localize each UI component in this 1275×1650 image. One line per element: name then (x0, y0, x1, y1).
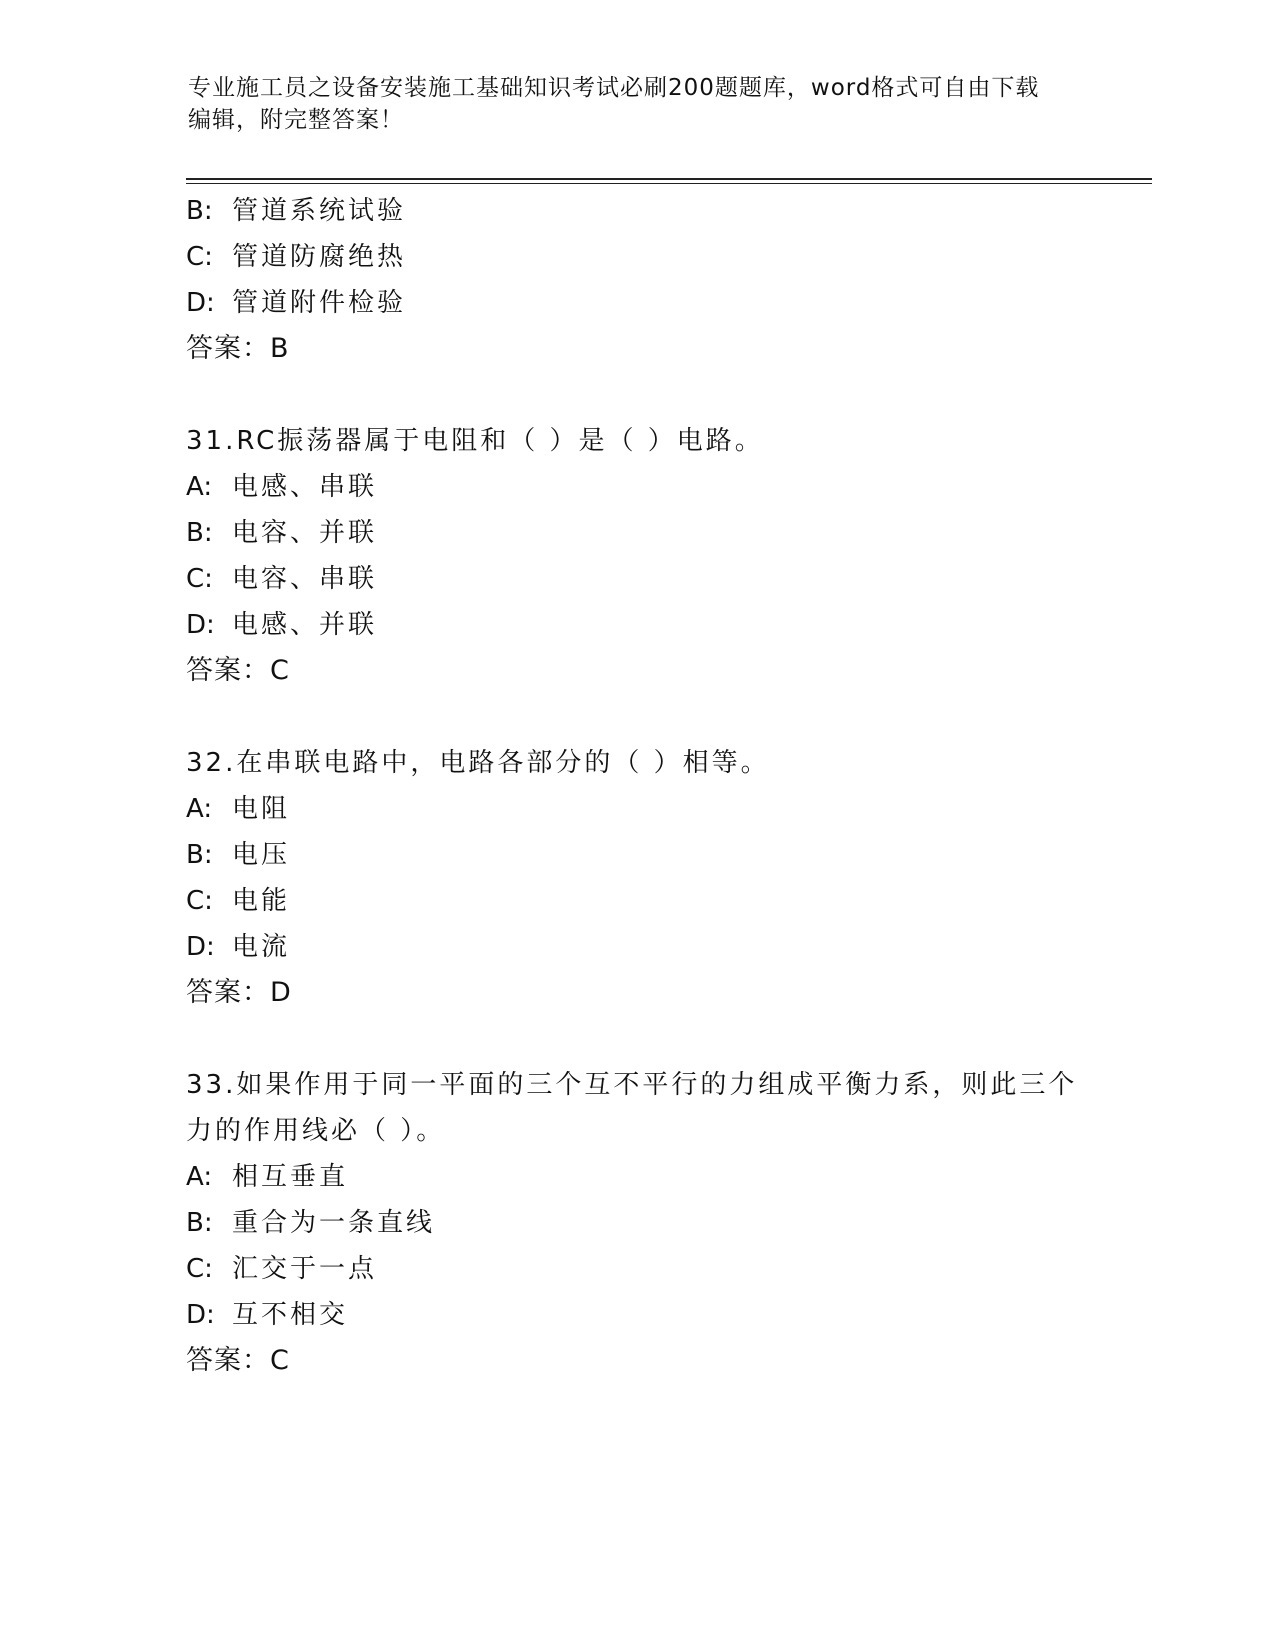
document-header (188, 72, 1078, 136)
answer: 答案：D (186, 977, 292, 1008)
option-letter: B: (186, 1208, 213, 1238)
option-text: 电能 (232, 886, 291, 916)
header-divider (186, 178, 1152, 180)
option-text: 相互垂直 (232, 1162, 349, 1192)
option-text: 互不相交 (232, 1300, 349, 1330)
answer: 答案：B (186, 333, 290, 364)
option-letter: B: (186, 196, 213, 226)
option-text: 管道系统试验 (232, 196, 407, 226)
question-31 (186, 418, 1136, 694)
question-list (186, 188, 1136, 1384)
option-a (186, 1154, 1136, 1200)
option-text: 电容、串联 (232, 564, 378, 594)
option-b (186, 1200, 1136, 1246)
option-text: 电压 (232, 840, 291, 870)
question-33 (186, 1062, 1136, 1384)
header-divider-thin (186, 183, 1152, 184)
option-c (186, 556, 1136, 602)
option-text: 电感、并联 (232, 610, 378, 640)
option-a (186, 464, 1136, 510)
option-text: 电阻 (232, 794, 291, 824)
answer: 答案：C (186, 1345, 290, 1376)
option-letter: A: (186, 472, 213, 502)
option-letter: C: (186, 564, 213, 594)
question-stem-line-1: 33.如果作用于同一平面的三个互不平行的力组成平衡力系，则此三个 (186, 1070, 1078, 1100)
option-letter: D: (186, 610, 215, 640)
answer: 答案：C (186, 655, 290, 686)
option-text: 电感、串联 (232, 472, 378, 502)
option-letter: A: (186, 1162, 213, 1192)
option-letter: A: (186, 794, 213, 824)
option-c (186, 878, 1136, 924)
option-letter: C: (186, 1254, 213, 1284)
option-b (186, 510, 1136, 556)
question-stem-line-2: 力的作用线必（ ）。 (186, 1116, 446, 1146)
option-d (186, 602, 1136, 648)
option-c (186, 234, 1136, 280)
option-letter: B: (186, 840, 213, 870)
option-letter: D: (186, 288, 215, 318)
question-stem: 32.在串联电路中，电路各部分的（ ）相等。 (186, 748, 770, 778)
option-text: 电流 (232, 932, 291, 962)
option-d (186, 280, 1136, 326)
option-text: 汇交于一点 (232, 1254, 378, 1284)
option-letter: C: (186, 886, 213, 916)
option-b (186, 188, 1136, 234)
option-d (186, 1292, 1136, 1338)
option-letter: D: (186, 1300, 215, 1330)
option-letter: C: (186, 242, 213, 272)
option-c (186, 1246, 1136, 1292)
option-text: 管道附件检验 (232, 288, 407, 318)
header-title-line-2: 编辑，附完整答案！ (188, 107, 404, 133)
question-32 (186, 740, 1136, 1016)
header-title-line-1: 专业施工员之设备安装施工基础知识考试必刷200题题库，word格式可自由下载 (188, 75, 1040, 101)
option-d (186, 924, 1136, 970)
option-letter: B: (186, 518, 213, 548)
option-text: 管道防腐绝热 (232, 242, 407, 272)
option-letter: D: (186, 932, 215, 962)
option-text: 重合为一条直线 (232, 1208, 436, 1238)
question-stem: 31.RC振荡器属于电阻和（ ）是（ ）电路。 (186, 426, 764, 456)
question-30-continued (186, 188, 1136, 372)
option-a (186, 786, 1136, 832)
option-text: 电容、并联 (232, 518, 378, 548)
option-b (186, 832, 1136, 878)
